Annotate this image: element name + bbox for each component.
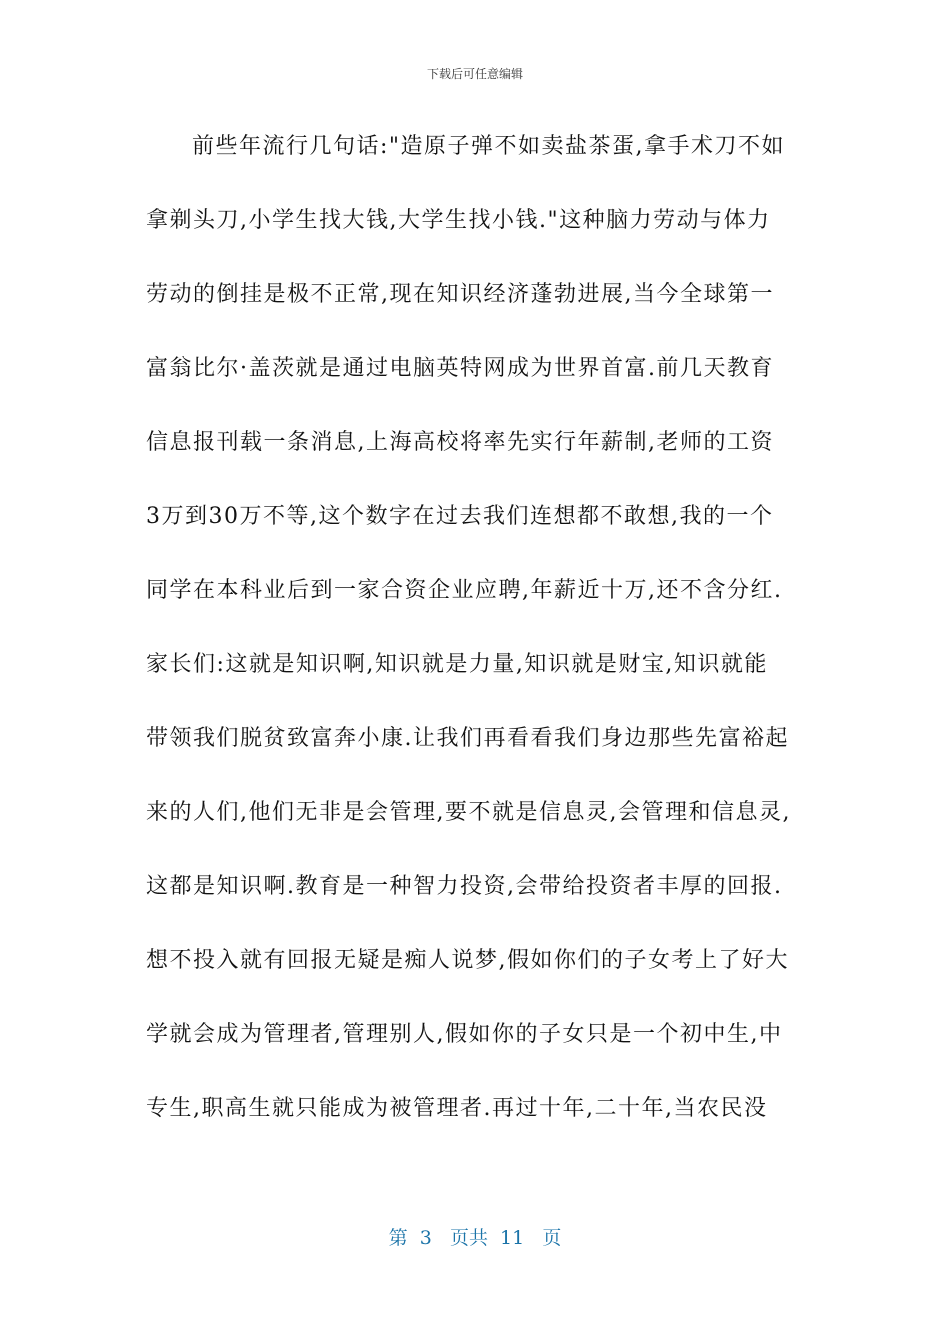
body-line-10: 来的人们,他们无非是会管理,要不就是信息灵,会管理和信息灵, bbox=[146, 800, 791, 825]
body-line-3: 劳动的倒挂是极不正常,现在知识经济蓬勃进展,当今全球第一 bbox=[146, 282, 774, 307]
page-number-footer: 第 3 页共 11 页 bbox=[388, 1227, 562, 1249]
body-line-7: 同学在本科业后到一家合资企业应聘,年薪近十万,还不含分红. bbox=[146, 578, 783, 603]
body-line-11: 这都是知识啊.教育是一种智力投资,会带给投资者丰厚的回报. bbox=[146, 874, 783, 899]
body-line-8: 家长们:这就是知识啊,知识就是力量,知识就是财宝,知识就能 bbox=[146, 652, 768, 677]
body-line-14: 专生,职高生就只能成为被管理者.再过十年,二十年,当农民没 bbox=[146, 1096, 768, 1121]
body-line-4: 富翁比尔·盖茨就是通过电脑英特网成为世界首富.前几天教育 bbox=[146, 356, 774, 381]
body-line-5: 信息报刊载一条消息,上海高校将率先实行年薪制,老师的工资 bbox=[146, 430, 774, 455]
body-line-12: 想不投入就有回报无疑是痴人说梦,假如你们的子女考上了好大 bbox=[146, 948, 789, 973]
body-line-1: 前些年流行几句话:"造原子弹不如卖盐茶蛋,拿手术刀不如 bbox=[192, 134, 786, 159]
body-line-2: 拿剃头刀,小学生找大钱,大学生找小钱."这种脑力劳动与体力 bbox=[146, 208, 771, 233]
page-header: 下载后可任意编辑 bbox=[426, 67, 523, 81]
document-body bbox=[146, 122, 816, 1158]
body-line-6: 3万到30万不等,这个数字在过去我们连想都不敢想,我的一个 bbox=[146, 504, 774, 529]
body-line-13: 学就会成为管理者,管理别人,假如你的子女只是一个初中生,中 bbox=[146, 1022, 783, 1047]
body-line-9: 带领我们脱贫致富奔小康.让我们再看看我们身边那些先富裕起 bbox=[146, 726, 789, 751]
